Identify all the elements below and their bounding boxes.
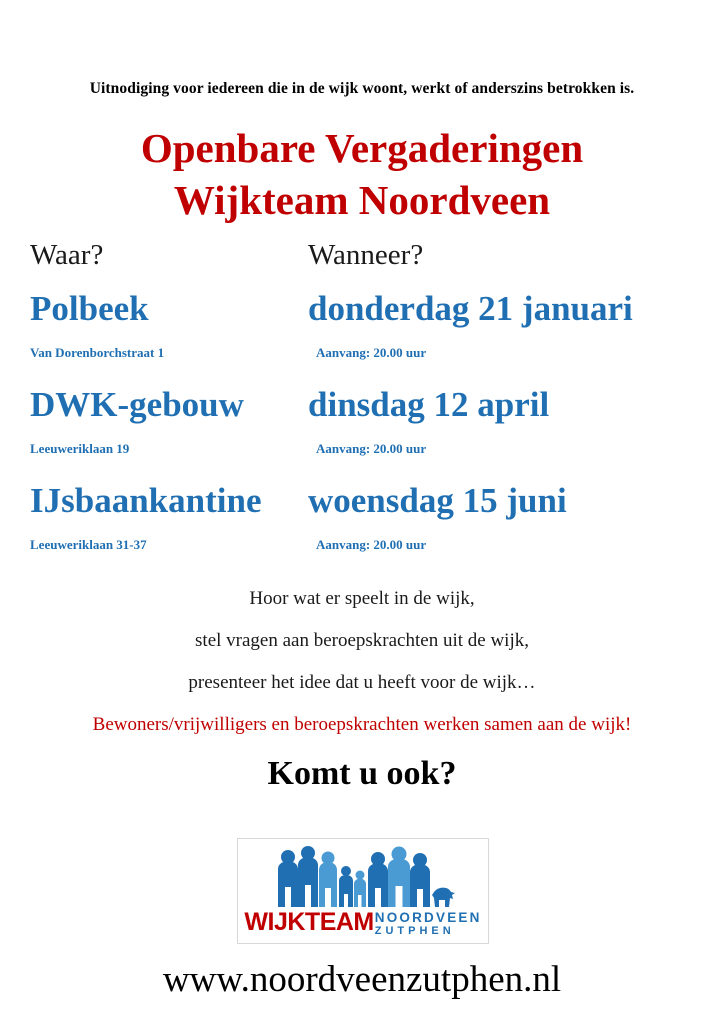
people-group-icon: [268, 845, 458, 907]
logo-wordmark: [238, 908, 488, 937]
meeting-address: Leeuweriklaan 31-37: [30, 537, 147, 552]
body-line: stel vragen aan beroepskrachten uit de wijk,: [195, 630, 529, 651]
meeting-2-where: [30, 384, 310, 458]
highlight-line: Bewoners/vrijwilligers en beroepskrachten werken samen aan de wijk!: [92, 714, 632, 735]
meeting-address: Leeuweriklaan 19: [30, 441, 130, 456]
body-text: [0, 578, 724, 704]
page-title: [0, 122, 724, 226]
invitation-line: Uitnodiging voor iedereen die in de wijk woont, werkt of anderszins betrokken is.: [89, 80, 635, 97]
wijkteam-logo: [237, 838, 489, 944]
header-where-label: Waar?: [30, 239, 104, 271]
body-line: Hoor wat er speelt in de wijk,: [249, 588, 475, 609]
meeting-3-where: [30, 480, 310, 554]
title-line-2: Wijkteam Noordveen: [173, 177, 551, 223]
title-line-1: Openbare Vergaderingen: [140, 125, 584, 171]
header-where: [30, 238, 310, 272]
call-to-action: Komt u ook?: [267, 755, 457, 792]
meeting-time: Aanvang: 20.00 uur: [316, 537, 427, 552]
meeting-time: Aanvang: 20.00 uur: [316, 441, 427, 456]
header-when: [308, 238, 708, 272]
meeting-2-when: [308, 384, 708, 458]
website-url[interactable]: www.noordveenzutphen.nl: [162, 959, 562, 1000]
header-when-label: Wanneer?: [308, 239, 424, 271]
table-row: [30, 480, 694, 576]
table-row: [30, 288, 694, 384]
meeting-venue: DWK-gebouw: [30, 385, 244, 424]
meeting-date: woensdag 15 juni: [308, 481, 567, 520]
meetings-table: [30, 238, 694, 576]
logo-word-sub2: ZUTPHEN: [374, 925, 455, 937]
logo-word-main: WIJKTEAM: [244, 908, 374, 936]
table-header-row: [30, 238, 694, 288]
meeting-time: Aanvang: 20.00 uur: [316, 345, 427, 360]
meeting-date: donderdag 21 januari: [308, 289, 633, 328]
body-line: presenteer het idee dat u heeft voor de wijk…: [188, 672, 536, 693]
table-row: [30, 384, 694, 480]
meeting-1-when: [308, 288, 708, 362]
logo-word-sub1: NOORDVEEN: [374, 910, 482, 925]
meeting-venue: Polbeek: [30, 289, 149, 328]
meeting-date: dinsdag 12 april: [308, 385, 550, 424]
meeting-address: Van Dorenborchstraat 1: [30, 345, 165, 360]
meeting-venue: IJsbaankantine: [30, 481, 262, 520]
meeting-1-where: [30, 288, 310, 362]
meeting-3-when: [308, 480, 708, 554]
